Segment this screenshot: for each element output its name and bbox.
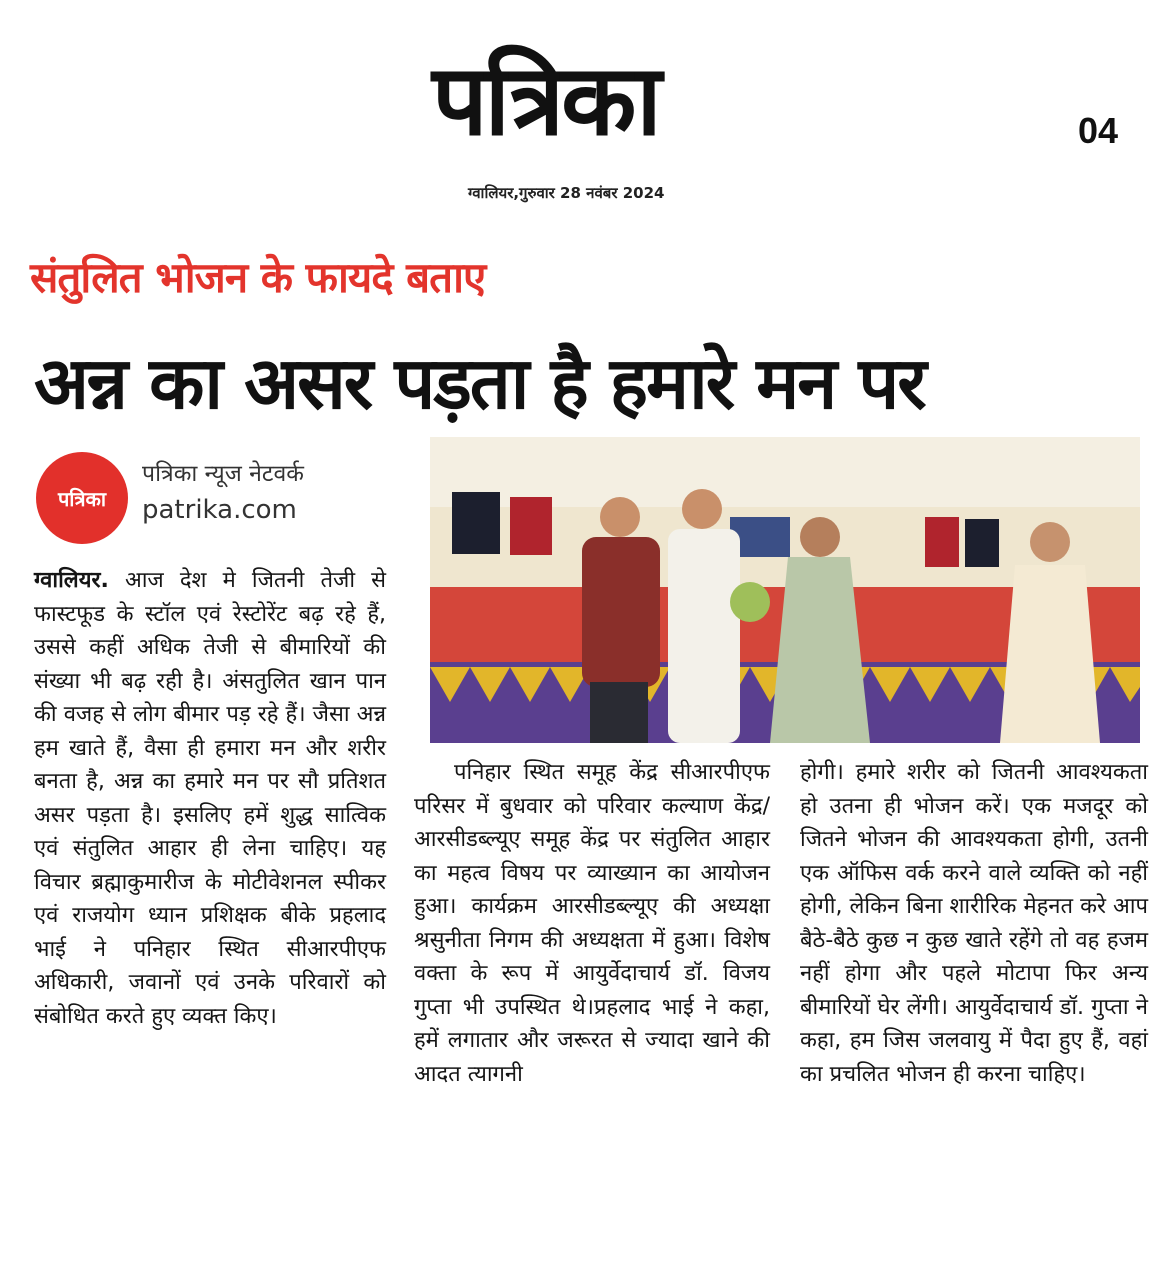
article-column-1: [34, 564, 386, 1033]
event-photo: [430, 437, 1140, 743]
byline-network: पत्रिका न्यूज नेटवर्क: [142, 461, 304, 487]
event-photo-illustration: [430, 437, 1140, 743]
badge-text: पत्रिका: [57, 486, 107, 511]
article-column-3: होगी। हमारे शरीर को जितनी आवश्यकता हो उतना ही भोजन करें। एक मजदूर को जितने भोजन की आवश्यकता होगी, उतनी एक ऑफिस वर्क करने वाले व्यक्ति को नहीं होगी, लेकिन बिना शारीरिक मेहनत करे आप बैठे-बैठे कुछ न कुछ खाते रहेंगे तो वह हजम नहीं होगा और पहले मोटापा फिर अन्य बीमारियों घेर लेंगी। आयुर्वेदाचार्य डॉ. गुप्ता ने कहा, हम जिस जलवायु में पैदा हुए हैं, वहां का प्रचलित भोजन ही करना चाहिए।: [800, 760, 1148, 1087]
byline-site: patrika.com: [142, 495, 297, 525]
main-headline: अन्न का असर पड़ता है हमारे मन पर: [34, 341, 925, 425]
article-col1-text: आज देश मे जितनी तेजी से फास्टफूड के स्टॉल एवं रेस्टोरेंट बढ़ रहे हैं, उससे कहीं अधिक तेजी से बीमारियों की संख्या भी बढ़ रही है। अंसतुलित खान पान की वजह से लोग बीमार पड़ रहे हैं। जैसा अन्न हम खाते हैं, वैसा ही हमारा मन और शरीर बनता है, अन्न का हमारे मन पर सौ प्रतिशत असर पड़ता है। इसलिए हमें शुद्ध सात्विक एवं संतुलित आहार ही लेना चाहिए। यह विचार ब्रह्माकुमारीज के मोटीवेशनल स्पीकर एवं राजयोग ध्यान प्रशिक्षक बीके प्रहलाद भाई ने पनिहार स्थित सीआरपीएफ अधिकारी, जवानों एवं उनके परिवारों को संबोधित करते हुए व्यक्त किए।: [34, 568, 386, 1029]
patrika-badge-logo: [36, 452, 128, 544]
article-column-2: पनिहार स्थित समूह केंद्र सीआरपीएफ परिसर में बुधवार को परिवार कल्याण केंद्र/ आरसीडब्ल्यूए समूह केंद्र पर संतुलित आहार का महत्व विषय पर व्याख्यान का आयोजन हुआ। कार्यक्रम आरसीडब्ल्यूए की अध्यक्षा श्रसुनीता निगम की अध्यक्षता में हुआ। विशेष वक्ता के रूप में आयुर्वेदाचार्य डॉ. विजय गुप्ता भी उपस्थित थे।प्रहलाद भाई ने कहा, हमें लगातार और जरूरत से ज्यादा खाने की आदत त्यागनी: [414, 760, 770, 1087]
article-city: ग्वालियर.: [34, 568, 109, 593]
kicker-headline: संतुलित भोजन के फायदे बताए: [30, 253, 486, 302]
masthead-logo: पत्रिका: [432, 44, 659, 158]
dateline: ग्वालियर,गुरुवार 28 नवंबर 2024: [468, 184, 665, 202]
page-number: 04: [1078, 110, 1119, 151]
